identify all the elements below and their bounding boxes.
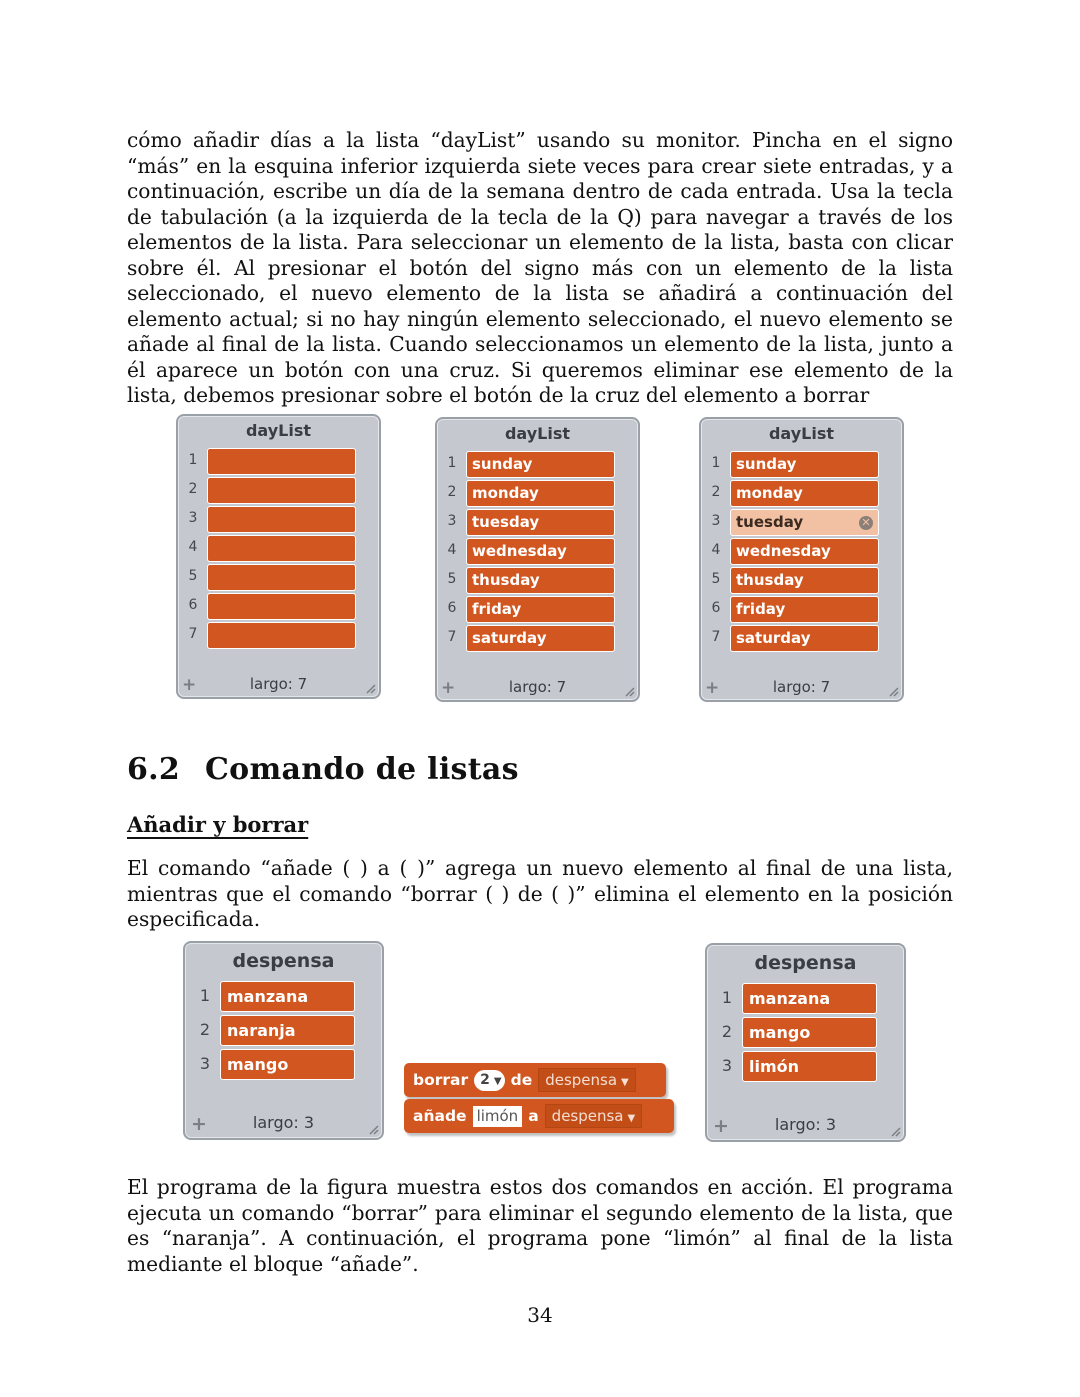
row-index: 2 [188,481,198,497]
resize-grip-icon[interactable] [889,1125,901,1137]
row-index: 7 [711,629,721,645]
row-index: 6 [447,600,457,616]
row-index: 4 [711,542,721,558]
row-index: 2 [199,1020,211,1039]
list-item-value: monday [472,484,539,502]
list-item-field[interactable] [207,477,356,504]
list-item-value: friday [736,600,786,618]
daylist-monitor-selected [699,417,904,702]
intro-paragraph: cómo añadir días a la lista “dayList” usando su monitor. Pincha en el signo “más” en la esquina inferior izquierda siete veces para crear siete entradas, y a continuación, escribe un día de la semana dentro de cada entrada. Usa la tecla de tabulación (a la izquierda de la tecla de la Q) para navegar a través de los elementos de la lista. Para seleccionar un elemento de la lista, basta con clicar sobre él. Al presionar el botón del signo más con un elemento de la lista seleccionado, el nuevo elemento de la lista se añadirá a continuación del elemento actual; si no hay ningún elemento seleccionado, el nuevo elemento se añade al final de la lista. Cuando seleccionamos un elemento de la lista, junto a él aparece un botón con una cruz. Si queremos eliminar ese elemento de la lista, debemos presionar sobre el botón de la cruz del elemento a borrar [127,128,953,407]
row-index: 3 [447,513,457,529]
list-item-value: manzana [749,989,831,1008]
monitor-title: dayList [504,424,571,443]
list-item-value: mango [749,1023,811,1042]
list-item-field[interactable] [466,480,615,507]
row-index: 6 [188,597,198,613]
list-item-field[interactable] [207,593,356,620]
list-item-field[interactable] [742,1017,877,1048]
section-heading [127,752,519,787]
list-item-value: mango [227,1055,289,1074]
list-item-field[interactable] [730,596,879,623]
list-item-field[interactable] [466,596,615,623]
list-item-value: friday [472,600,522,618]
list-item-field[interactable] [220,1049,355,1080]
list-item-field[interactable] [730,451,879,478]
row-index: 5 [711,571,721,587]
subheading: Añadir y borrar [127,812,309,837]
row-index: 4 [447,542,457,558]
row-index: 2 [711,484,721,500]
list-item-field[interactable] [207,535,356,562]
list-item-value: thusday [736,571,804,589]
resize-grip-icon[interactable] [623,685,635,697]
add-block[interactable] [404,1099,674,1133]
list-item-field[interactable] [207,622,356,649]
list-item-value: naranja [227,1021,296,1040]
add-item-icon[interactable]: + [713,1115,729,1137]
list-item-field[interactable] [207,506,356,533]
dropdown-arrow-icon: ▼ [621,1077,629,1088]
despensa-monitor-after [705,943,906,1142]
add-list-name: despensa [551,1107,624,1125]
list-item-field[interactable] [466,451,615,478]
list-item-field[interactable] [730,509,879,536]
row-index: 5 [447,571,457,587]
add-item-icon[interactable]: + [705,678,720,698]
list-item-value: tuesday [736,513,804,531]
row-index: 1 [199,986,211,1005]
delete-list-name: despensa [545,1071,618,1089]
row-index: 1 [711,455,721,471]
row-index: 6 [711,600,721,616]
row-index: 4 [188,539,198,555]
resize-grip-icon[interactable] [887,685,899,697]
row-index: 3 [721,1056,733,1075]
resize-grip-icon[interactable] [367,1123,379,1135]
row-index: 3 [188,510,198,526]
list-item-field[interactable] [220,981,355,1012]
monitor-title: dayList [768,424,835,443]
monitor-title: dayList [245,421,312,440]
list-item-field[interactable] [207,448,356,475]
add-list-dropdown[interactable] [545,1104,643,1128]
add-connector: a [528,1107,539,1125]
list-item-value: wednesday [736,542,831,560]
resize-grip-icon[interactable] [364,682,376,694]
section-number: 6.2 [127,752,181,787]
list-item-field[interactable] [742,1051,877,1082]
delete-index-value: 2 [480,1071,490,1088]
list-item-field[interactable] [220,1015,355,1046]
add-item-icon[interactable]: + [441,678,456,698]
list-item-value: thusday [472,571,540,589]
dropdown-arrow-icon: ▼ [627,1113,636,1124]
row-index: 2 [721,1022,733,1041]
list-item-value: sunday [736,455,797,473]
add-item-icon[interactable]: + [191,1113,207,1135]
delete-list-dropdown[interactable] [538,1068,636,1092]
delete-item-icon[interactable]: ✕ [859,516,873,530]
list-item-field[interactable] [730,625,879,652]
list-item-value: manzana [227,987,309,1006]
list-item-field[interactable] [466,567,615,594]
row-index: 5 [188,568,198,584]
row-index: 1 [721,988,733,1007]
list-length: largo: 7 [249,675,308,693]
list-item-value: saturday [736,629,811,647]
delete-block[interactable] [404,1063,666,1097]
delete-connector: de [510,1071,533,1089]
list-item-field[interactable] [466,509,615,536]
dropdown-arrow-icon: ▼ [493,1075,502,1087]
row-index: 7 [188,626,198,642]
row-index: 1 [188,452,198,468]
add-block-label: añade [413,1107,467,1125]
list-item-field[interactable] [730,567,879,594]
list-item-value: limón [749,1057,800,1076]
list-item-field[interactable] [466,625,615,652]
page-number: 34 [527,1303,553,1327]
list-item-field[interactable] [730,538,879,565]
daylist-monitor-empty [176,414,381,699]
add-item-icon[interactable]: + [182,675,197,695]
list-length: largo: 3 [252,1113,315,1132]
list-length: largo: 7 [508,678,567,696]
row-index: 2 [447,484,457,500]
add-item-input[interactable]: limón [473,1106,523,1127]
despensa-monitor-before [183,941,384,1140]
list-item-field[interactable] [466,538,615,565]
list-length: largo: 7 [772,678,831,696]
explanation-paragraph: El programa de la figura muestra estos dos comandos en acción. El programa ejecuta un comando “borrar” para eliminar el segundo elemento de la lista, que es “naranja”. A continuación, el programa pone “limón” al final de la lista mediante el bloque “añade”. [127,1175,953,1276]
row-index: 1 [447,455,457,471]
list-item-value: monday [736,484,803,502]
section-title: Comando de listas [205,752,519,787]
row-index: 3 [711,513,721,529]
list-item-field[interactable] [730,480,879,507]
list-item-value: wednesday [472,542,567,560]
list-item-field[interactable] [742,983,877,1014]
list-item-field[interactable] [207,564,356,591]
delete-block-label: borrar [413,1071,469,1089]
row-index: 3 [199,1054,211,1073]
delete-index-input[interactable] [474,1070,504,1091]
monitor-title: despensa [232,950,335,972]
monitor-title: despensa [754,952,857,974]
list-item-value: sunday [472,455,533,473]
list-item-value: saturday [472,629,547,647]
row-index: 7 [447,629,457,645]
commands-paragraph: El comando “añade ( ) a ( )” agrega un nuevo elemento al final de una lista, mientras que el comando “borrar ( ) de ( )” elimina el elemento en la posición especificada. [127,856,953,931]
list-length: largo: 3 [774,1115,837,1134]
daylist-monitor-filled [435,417,640,702]
list-item-value: tuesday [472,513,540,531]
